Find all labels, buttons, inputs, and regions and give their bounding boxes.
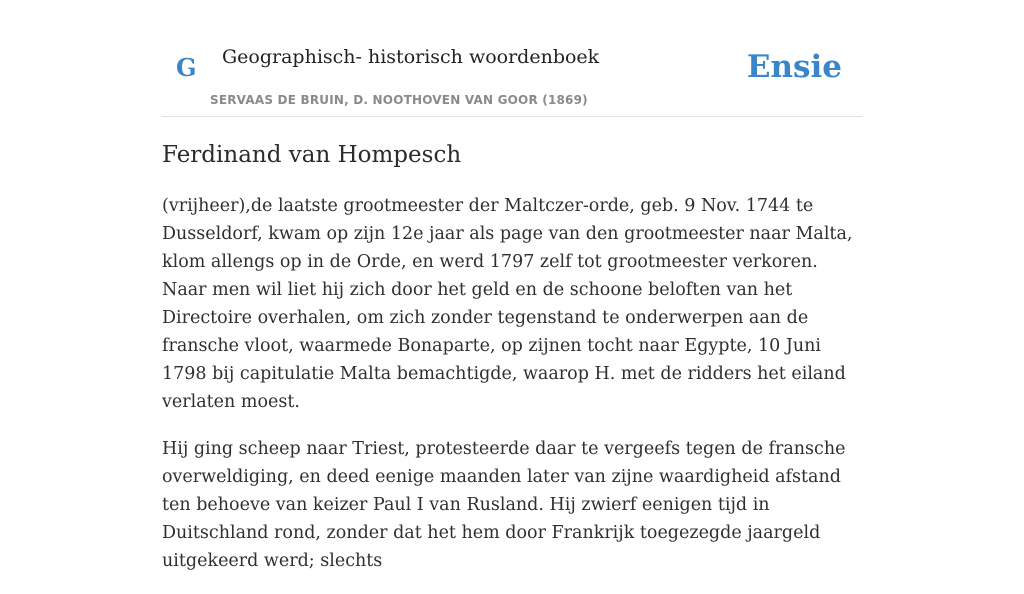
entry-title: Ferdinand van Hompesch [162, 142, 462, 168]
page-header [162, 30, 862, 117]
book-logo-icon[interactable]: G [176, 53, 197, 82]
book-title-link[interactable]: Geographisch- historisch woordenboek [222, 46, 600, 68]
entry-body [162, 192, 862, 594]
brand-logo-link[interactable]: Ensie [746, 49, 842, 85]
entry-paragraph: Hij ging scheep naar Triest, protesteerde daar te vergeefs tegen de fransche overweldiging, en deed eenige maanden later van zijne waardigheid afstand ten behoeve van keizer Paul I van Rusland. Hij zwierf eenigen tijd in Duitschland rond, zonder dat het hem door Frankrijk toegezegde jaargeld uitgekeerd werd; slechts [162, 439, 846, 571]
book-author: SERVAAS DE BRUIN, D. NOOTHOVEN VAN GOOR (1869) [210, 93, 588, 107]
entry-paragraph: (vrijheer),de laatste grootmeester der Maltczer-orde, geb. 9 Nov. 1744 te Dusseldorf, kwam op zijn 12e jaar als page van den grootmeester naar Malta, klom allengs op in de Orde, en werd 1797 zelf tot grootmeester verkoren. Naar men wil liet hij zich door het geld en de schoone beloften van het Directoire overhalen, om zich zonder tegenstand te onderwerpen aan de fransche vloot, waarmede Bonaparte, op zijnen tocht naar Egypte, 10 Juni 1798 bij capitulatie Malta bemachtigde, waarop H. met de ridders het eiland verlaten moest. [162, 196, 853, 412]
